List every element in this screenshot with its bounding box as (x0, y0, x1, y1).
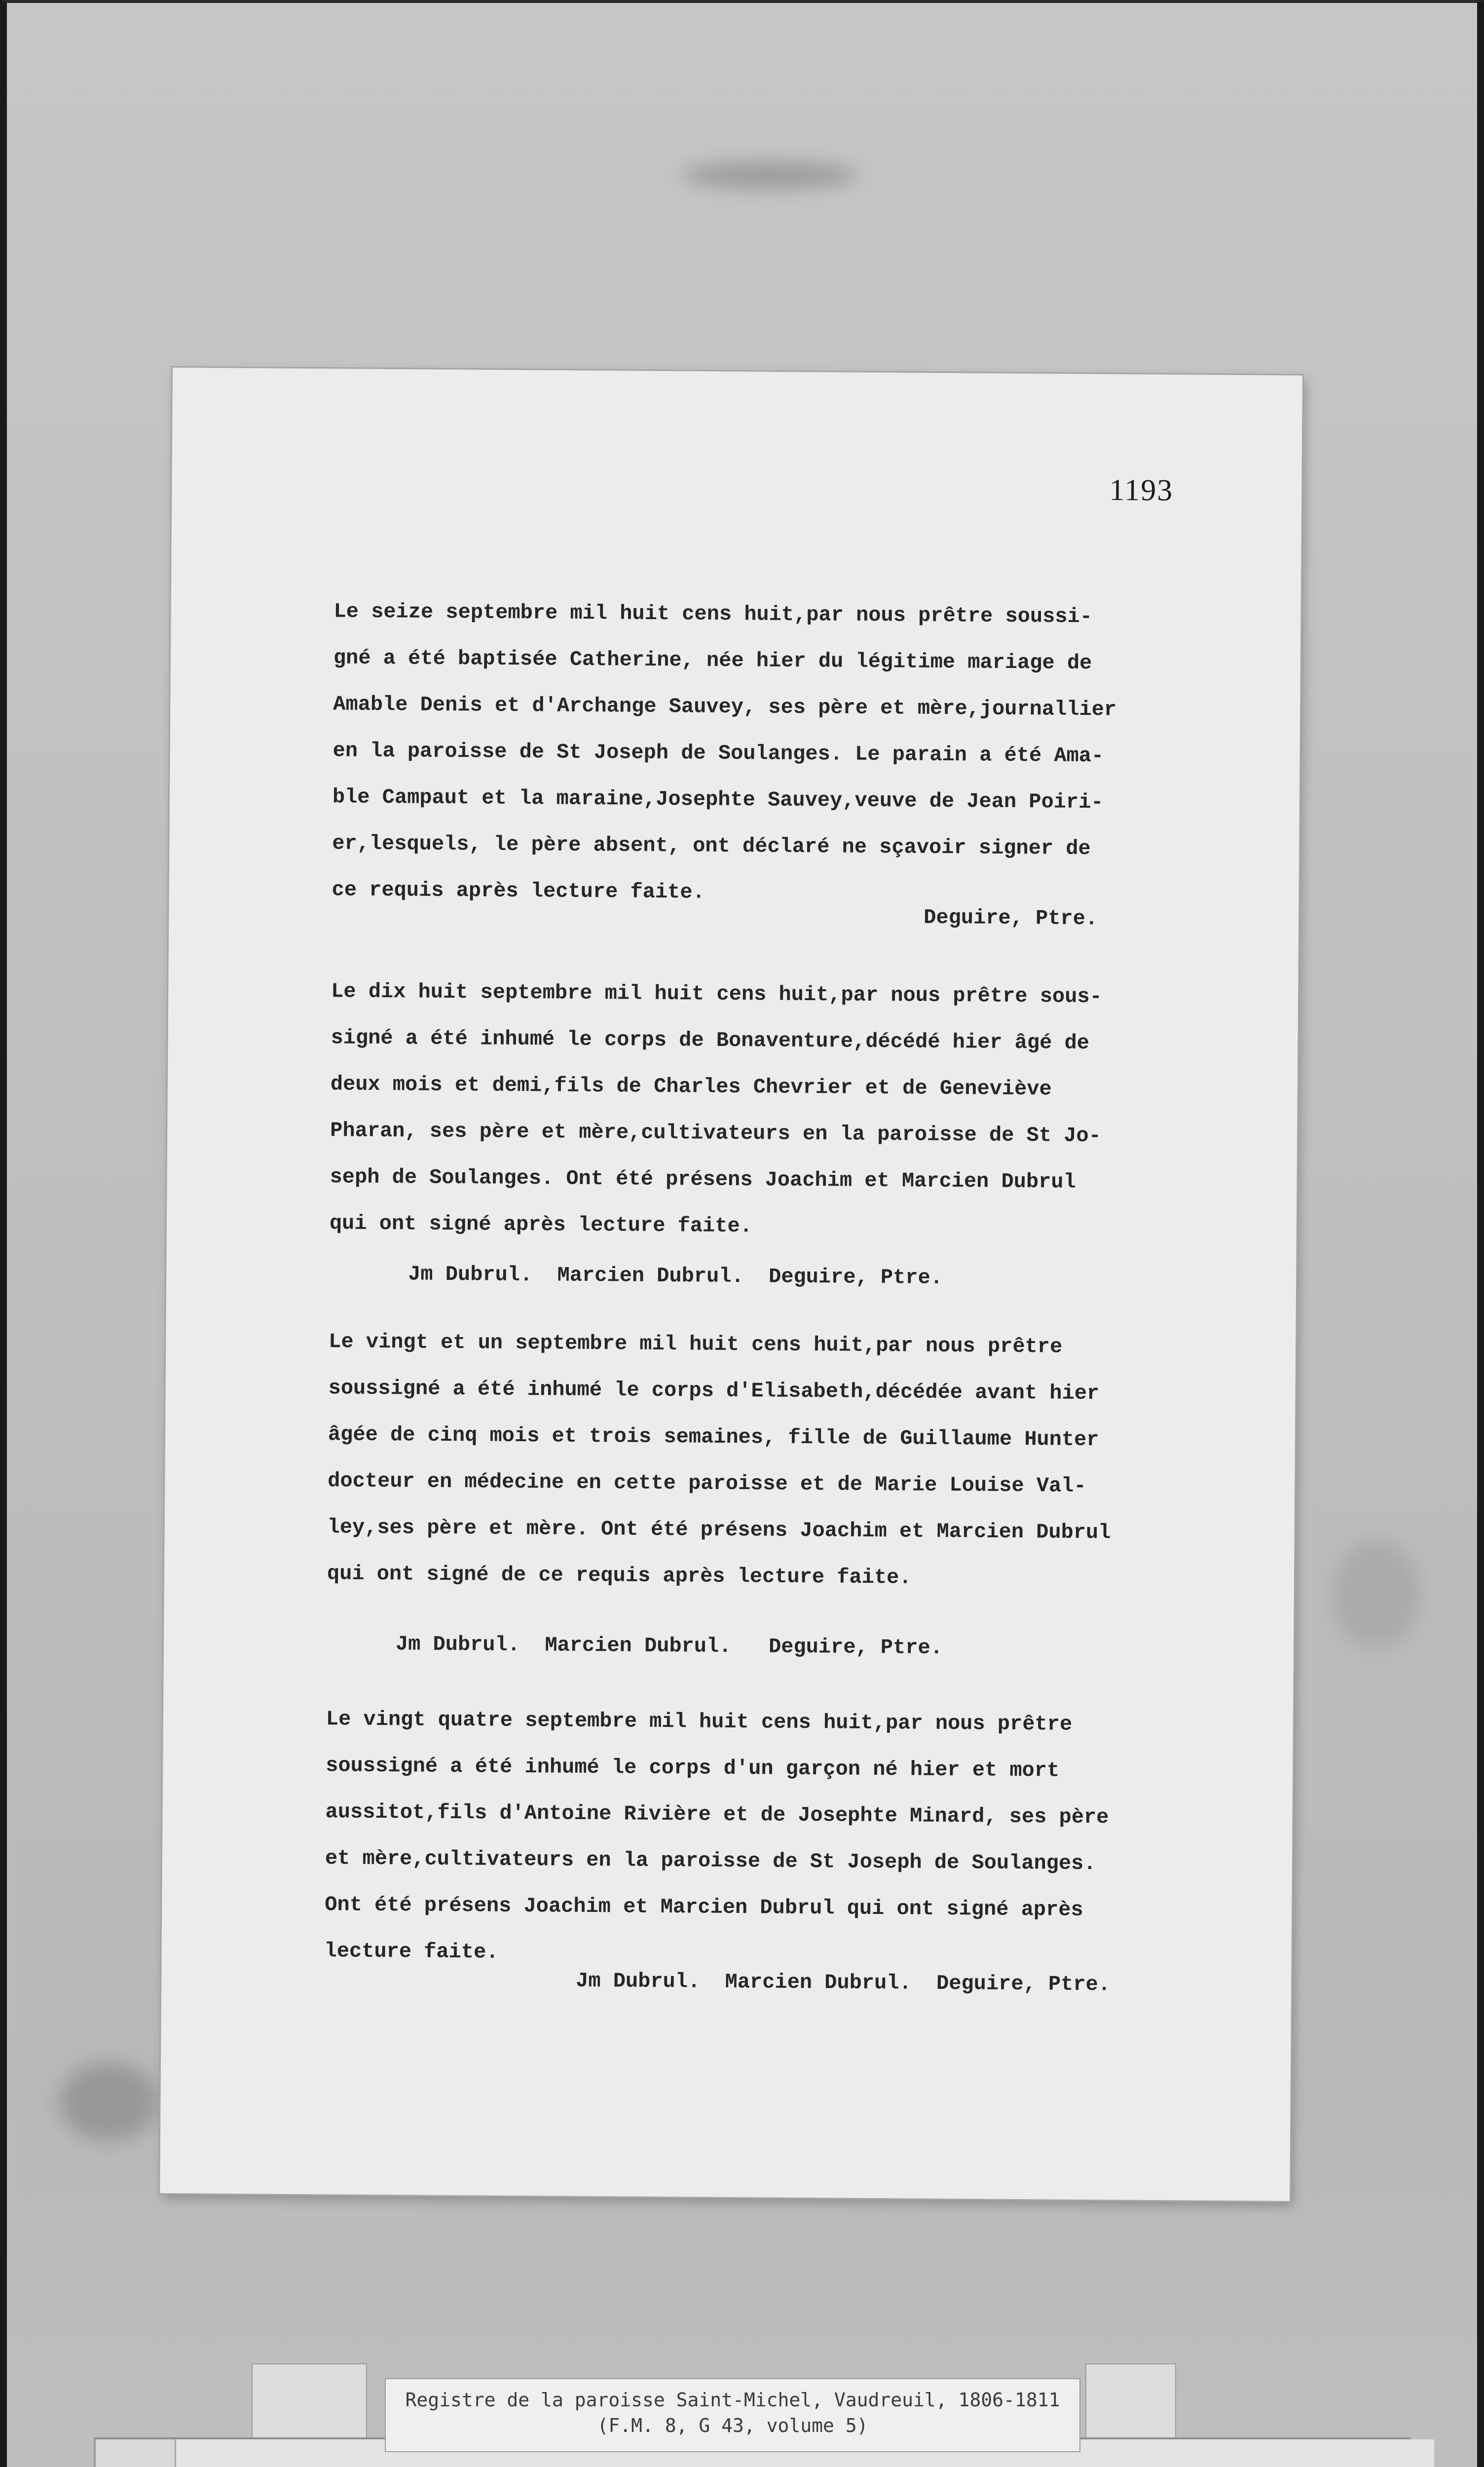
entry-line: Pharan, ses père et mère,cultivateurs en la paroisse de St Jo- (330, 1119, 1101, 1148)
entry-line: signé a été inhumé le corps de Bonaventure,décédé hier âgé de (331, 1026, 1090, 1055)
reference-line-1: Registre de la paroisse Saint-Michel, Vaudreuil, 1806-1811 (405, 2389, 1060, 2411)
entry-line: docteur en médecine en cette paroisse et de Marie Louise Val- (328, 1469, 1086, 1498)
entry-line: Le dix huit septembre mil huit cens huit,par nous prêtre sous- (331, 979, 1102, 1009)
entry-line: Amable Denis et d'Archange Sauvey, ses père et mère,journallier (333, 692, 1117, 722)
reference-label (385, 2378, 1080, 2452)
scan-smudge (681, 163, 858, 187)
entry-line: âgée de cinq mois et trois semaines, fille de Guillaume Hunter (328, 1422, 1099, 1452)
entry-baptism-catherine (332, 588, 1202, 919)
entry-line: er,lesquels, le père absent, ont déclaré ne sçavoir signer de (332, 831, 1091, 861)
entry-line: aussitot,fils d'Antoine Rivière et de Josephte Minard, ses père (325, 1800, 1109, 1830)
entry-line: Ont été présens Joachim et Marcien Dubrul qui ont signé après (325, 1893, 1083, 1922)
entry-line: lecture faite. (324, 1939, 499, 1964)
scan-smudge (59, 2062, 158, 2141)
entry-line: en la paroisse de St Joseph de Soulanges. Le parain a été Ama- (333, 739, 1104, 768)
entry-signature: Jm Dubrul. Marcien Dubrul. Deguire, Ptre. (408, 1262, 943, 1290)
entry-line: Le seize septembre mil huit cens huit,par nous prêtre soussi- (334, 599, 1093, 629)
entry-signature: Jm Dubrul. Marcien Dubrul. Deguire, Ptre. (576, 1969, 1111, 1997)
entry-line: deux mois et demi,fils de Charles Chevrier et de Geneviève (330, 1072, 1052, 1101)
entry-line: ley,ses père et mère. Ont été présens Joachim et Marcien Dubrul (327, 1515, 1111, 1545)
entry-line: Le vingt quatre septembre mil huit cens huit,par nous prêtre (326, 1707, 1073, 1736)
entry-line: ce requis après lecture faite. (332, 878, 705, 904)
page-number: 1193 (1109, 473, 1174, 508)
entry-line: seph de Soulanges. Ont été présens Joachim et Marcien Dubrul (330, 1165, 1076, 1194)
entry-line: qui ont signé de ce requis après lecture faite. (327, 1562, 912, 1590)
register-page (160, 368, 1302, 2201)
entry-signature: Deguire, Ptre. (924, 905, 1098, 931)
entry-burial-garcon (324, 1696, 1194, 1980)
reference-line-2: (F.M. 8, G 43, volume 5) (597, 2415, 868, 2436)
entry-line: gné a été baptisée Catherine, née hier du légitime mariage de (333, 646, 1092, 675)
entry-burial-bonaventure (330, 968, 1200, 1252)
entry-line: Le vingt et un septembre mil huit cens huit,par nous prêtre (329, 1330, 1063, 1359)
entry-line: ble Campaut et la maraine,Josephte Sauvey,veuve de Jean Poiri- (332, 785, 1104, 815)
entry-line: qui ont signé après lecture faite. (329, 1211, 753, 1238)
tape-strip (1085, 2363, 1176, 2439)
entry-signature: Jm Dubrul. Marcien Dubrul. Deguire, Ptre. (395, 1632, 943, 1660)
scan-smudge (1332, 1539, 1421, 1648)
entry-line: soussigné a été inhumé le corps d'un garçon né hier et mort (326, 1754, 1060, 1783)
entry-burial-elisabeth (327, 1318, 1197, 1603)
tape-strip (252, 2363, 367, 2439)
entry-line: et mère,cultivateurs en la paroisse de St Joseph de Soulanges. (325, 1846, 1096, 1876)
entry-line: soussigné a été inhumé le corps d'Elisabeth,décédée avant hier (328, 1376, 1100, 1406)
